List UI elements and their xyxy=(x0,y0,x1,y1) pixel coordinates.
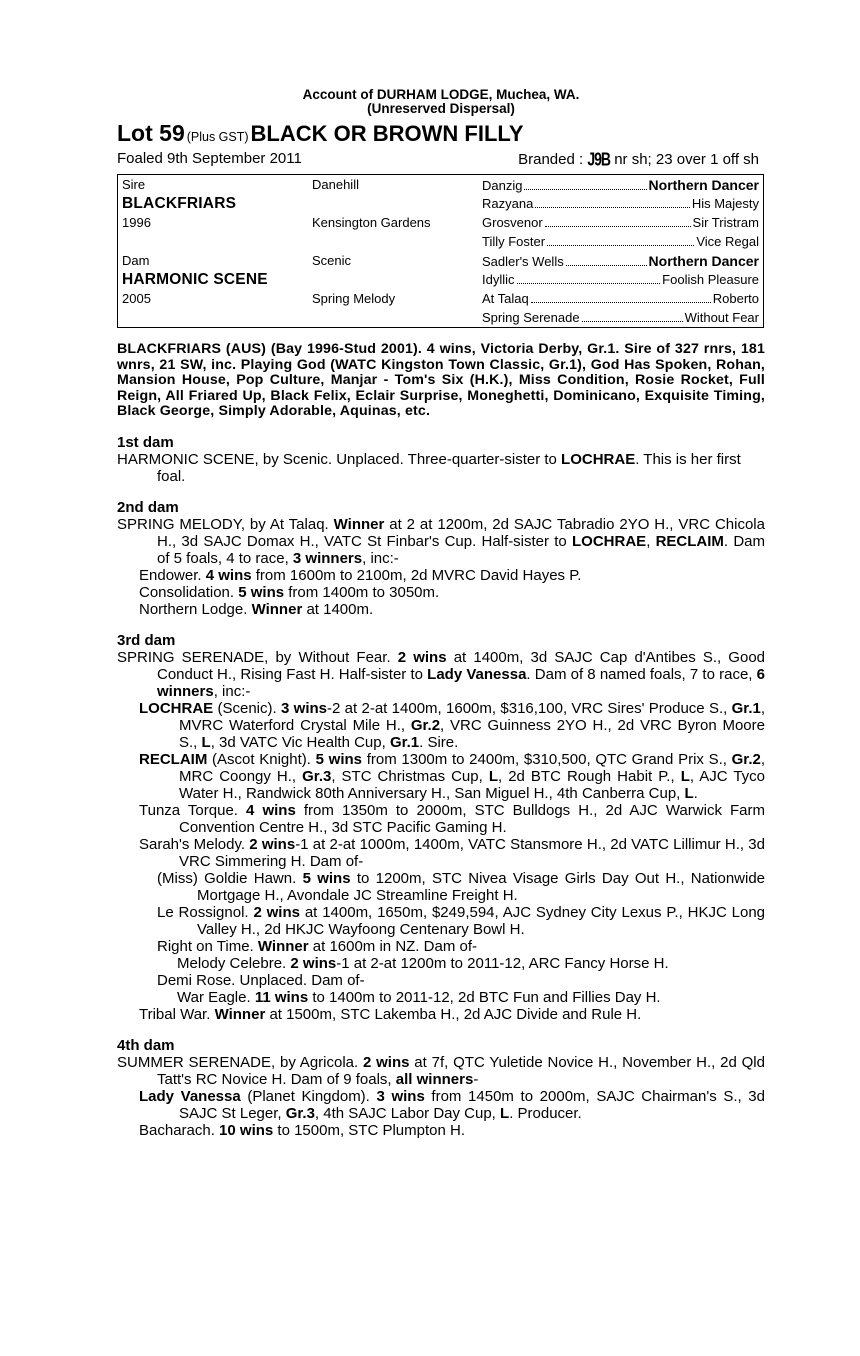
great-grand-sire: Sir Tristram xyxy=(692,215,759,230)
grand-dam: Tilly Foster xyxy=(482,234,546,249)
progeny-entry: Le Rossignol. 2 wins at 1400m, 1650m, $249,594, AJC Sydney City Lexus P., HKJC Long Valley H., 2d HKJC Wayfoong Centenary Bowl H. xyxy=(157,903,766,938)
first-dam-heading: 1st dam xyxy=(117,433,174,451)
fourth-dam-heading: 4th dam xyxy=(117,1036,175,1054)
dam-name: HARMONIC SCENE xyxy=(122,270,268,288)
brand-mark: J9B xyxy=(587,148,611,170)
grand-sire: Sadler's Wells xyxy=(482,253,564,269)
lot-number: Lot 59 xyxy=(117,120,185,146)
horse-type: BLACK OR BROWN FILLY xyxy=(250,121,524,146)
progeny-entry: War Eagle. 11 wins to 1400m to 2011-12, 2d BTC Fun and Fillies Day H. xyxy=(177,988,661,1006)
foaled-date: Foaled 9th September 2011 xyxy=(117,150,302,167)
fourth-dam-text: SUMMER SERENADE, by Agricola. 2 wins at 7f, QTC Yuletide Novice H., November H., 2d Qld Tatt's RC Novice H. Dam of 9 foals, all winners- xyxy=(117,1053,765,1088)
progeny-entry: LOCHRAE (Scenic). 3 wins-2 at 2-at 1400m, 1600m, $316,100, VRC Sires' Produce S., Gr.1, MVRC Waterford Crystal Mile H., Gr.2, VRC Guinness 2YO H., 2d VRC Byron Moore S., L, 3d VATC Vic Health Cup, Gr.1. Sire. xyxy=(139,699,765,751)
gst-note: (Plus GST) xyxy=(186,130,249,144)
second-dam-heading: 2nd dam xyxy=(117,498,179,516)
progeny-entry: Demi Rose. Unplaced. Dam of- xyxy=(157,971,365,989)
sire-dam: Kensington Gardens xyxy=(312,215,431,230)
sire-year: 1996 xyxy=(122,215,151,230)
great-grand-sire: Roberto xyxy=(712,291,759,306)
progeny-entry: Endower. 4 wins from 1600m to 2100m, 2d MVRC David Hayes P. xyxy=(139,566,582,584)
dam-year: 2005 xyxy=(122,291,151,306)
progeny-entry: Consolidation. 5 wins from 1400m to 3050m. xyxy=(139,583,440,601)
second-dam-text: SPRING MELODY, by At Talaq. Winner at 2 at 1200m, 2d SAJC Tabradio 2YO H., VRC Chicola H., 3d SAJC Domax H., VATC St Finbar's Cup. Half-sister to LOCHRAE, RECLAIM. Dam of 5 foals, 4 to race, 3 winners, inc:- xyxy=(117,515,765,567)
branded-label: Branded : xyxy=(518,151,584,168)
dam-sire: Scenic xyxy=(312,253,352,268)
progeny-entry: Right on Time. Winner at 1600m in NZ. Dam of- xyxy=(157,937,477,955)
dam-dam: Spring Melody xyxy=(312,291,396,306)
progeny-entry: Melody Celebre. 2 wins-1 at 2-at 1200m to 2011-12, ARC Fancy Horse H. xyxy=(177,954,669,972)
grand-dam: Spring Serenade xyxy=(482,310,580,325)
dam-label: Dam xyxy=(122,253,150,268)
pedigree-table xyxy=(117,174,764,328)
foaled-line xyxy=(117,149,765,170)
great-grand-sire: Northern Dancer xyxy=(648,176,759,193)
progeny-entry: RECLAIM (Ascot Knight). 5 wins from 1300m to 2400m, $310,500, QTC Grand Prix S., Gr.2, MRC Coongy H., Gr.3, STC Christmas Cup, L, 2d BTC Rough Habit P., L, AJC Tyco Water H., Randwick 80th Anniversary H., San Miguel H., 4th Canberra Cup, L. xyxy=(139,750,766,802)
progeny-entry: Lady Vanessa (Planet Kingdom). 3 wins from 1450m to 2000m, SAJC Chairman's S., 3d SAJC St Leger, Gr.3, 4th SAJC Labor Day Cup, L. Producer. xyxy=(139,1087,765,1122)
branded-rest: nr sh; 23 over 1 off sh xyxy=(614,151,759,168)
great-grand-sire: Northern Dancer xyxy=(648,252,759,269)
third-dam-heading: 3rd dam xyxy=(117,631,176,649)
grand-dam: Idyllic xyxy=(482,272,515,287)
sire-summary: BLACKFRIARS (AUS) (Bay 1996-Stud 2001). 4 wins, Victoria Derby, Gr.1. Sire of 327 rnrs, 181 wnrs, 21 SW, inc. Playing God (WATC Kingston Town Classic, Gr.1), God Has Spoken, Rohan, Mansion House, Pop Culture, Manjar - Tom's Six (H.K.), Miss Condition, Rosie Rocket, Full Reign, All Friared Up, Black Felix, Eclair Surprise, Moneghetti, Dominicano, Exquisite Timing, Black George, Simply Adorable, Aquinas, etc. xyxy=(117,341,765,419)
progeny-entry: Bacharach. 10 wins to 1500m, STC Plumpton H. xyxy=(139,1121,465,1139)
first-dam-text: HARMONIC SCENE, by Scenic. Unplaced. Three-quarter-sister to LOCHRAE. This is her first foal. xyxy=(117,450,741,485)
grand-dam: Razyana xyxy=(482,196,534,211)
great-grand-sire: Foolish Pleasure xyxy=(662,272,759,287)
grand-sire: At Talaq xyxy=(482,291,529,306)
catalogue-page xyxy=(117,88,765,1139)
sire-label: Sire xyxy=(122,177,146,192)
progeny-entry: (Miss) Goldie Hawn. 5 wins to 1200m, STC Nivea Visage Girls Day Out H., Nationwide Mortgage H., Avondale JC Streamline Freight H. xyxy=(157,869,766,904)
grand-sire: Danzig xyxy=(482,177,523,193)
progeny-entry: Tunza Torque. 4 wins from 1350m to 2000m, STC Bulldogs H., 2d AJC Warwick Farm Convention Centre H., 3d STC Pacific Gaming H. xyxy=(139,801,766,836)
great-grand-sire: Without Fear xyxy=(684,310,759,325)
progeny-entry: Tribal War. Winner at 1500m, STC Lakemba H., 2d AJC Divide and Rule H. xyxy=(139,1005,642,1023)
vendor-account: Account of DURHAM LODGE, Muchea, WA. xyxy=(302,87,580,102)
lot-line xyxy=(117,120,765,147)
sire-name: BLACKFRIARS xyxy=(122,194,237,212)
dispersal-note: (Unreserved Dispersal) xyxy=(367,101,515,116)
sire-sire: Danehill xyxy=(312,177,359,192)
branded-info xyxy=(518,149,759,170)
great-grand-sire: His Majesty xyxy=(691,196,759,211)
third-dam-text: SPRING SERENADE, by Without Fear. 2 wins at 1400m, 3d SAJC Cap d'Antibes S., Good Conduct H., Rising Fast H. Half-sister to Lady Vanessa. Dam of 8 named foals, 7 to race, 6 winners, inc:- xyxy=(117,648,765,700)
progeny-entry: Northern Lodge. Winner at 1400m. xyxy=(139,600,374,618)
progeny-entry: Sarah's Melody. 2 wins-1 at 2-at 1000m, 1400m, VATC Stansmore H., 2d VATC Lillimur H., 3d VRC Simmering H. Dam of- xyxy=(139,835,765,870)
grand-sire: Grosvenor xyxy=(482,215,543,230)
great-grand-sire: Vice Regal xyxy=(696,234,759,249)
